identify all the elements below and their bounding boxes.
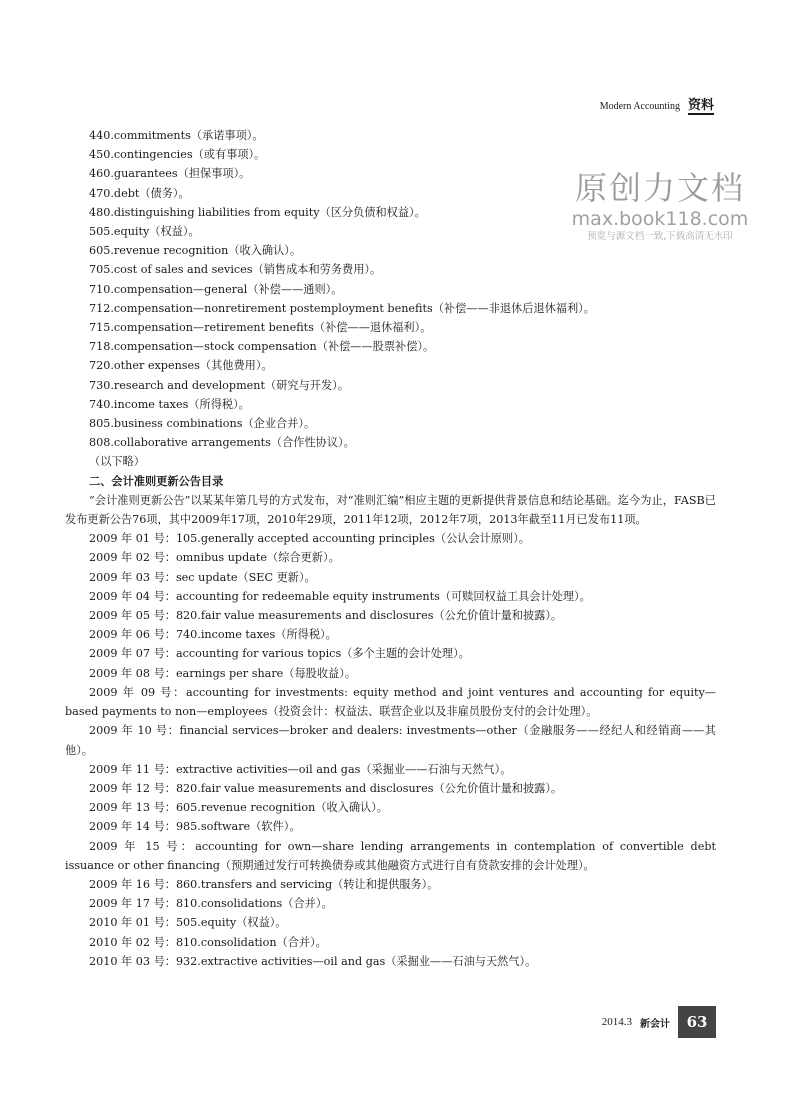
update-item: 2009 年 09 号：accounting for investments: equity method and joint ventures and accounting for equity—based payments to non—employees（投资会计：权益法、联营企业以及非雇员股份支付的会计处理）。 <box>65 685 716 719</box>
update-item: 2009 年 10 号：financial services—broker and dealers: investments—other（金融服务——经纪人和经销商——其他）。 <box>65 724 716 757</box>
header-cn: 资料 <box>687 98 714 113</box>
watermark-note: 预览与源文档一致,下载高清无水印 <box>587 231 733 242</box>
topic-item: 720.other expenses（其他费用）。 <box>89 359 273 373</box>
update-item: 2009 年 17 号：810.consolidations（合并）。 <box>89 897 333 911</box>
update-item: 2010 年 02 号：810.consolidation（合并）。 <box>89 935 327 949</box>
update-item: 2010 年 03 号：932.extractive activities—oil and gas（采掘业——石油与天然气）。 <box>89 954 537 968</box>
magazine-name: 新会计 <box>640 1018 670 1030</box>
update-item: 2009 年 01 号：105.generally accepted accounting principles（公认会计原则）。 <box>89 532 530 546</box>
page-number: 63 <box>678 1006 716 1038</box>
article-body <box>65 126 716 971</box>
update-item: 2009 年 16 号：860.transfers and servicing（转让和提供服务）。 <box>89 877 439 891</box>
topic-item: 460.guarantees（担保事项）。 <box>89 167 251 181</box>
update-item: 2009 年 15 号：accounting for own—share lending arrangements in contemplation of convertible debt issuance or other financing（预期通过发行可转换债券或其他融资方式进行自有贷款安排的会计处理）。 <box>65 839 716 872</box>
topic-item: 480.distinguishing liabilities from equity（区分负债和权益）。 <box>89 205 426 219</box>
watermark-url: max.book118.com <box>571 208 749 230</box>
topic-item: 440.commitments（承诺事项）。 <box>89 129 264 142</box>
issue-date: 2014.3 <box>601 1016 632 1028</box>
topic-item: 605.revenue recognition（收入确认）。 <box>89 244 302 258</box>
section-title: 二、会计准则更新公告目录 <box>89 473 224 488</box>
topic-item: 730.research and development（研究与开发）。 <box>89 378 349 392</box>
topic-item: 450.contingencies（或有事项）。 <box>89 148 266 162</box>
update-item: 2009 年 07 号：accounting for various topics（多个主题的会计处理）。 <box>89 647 470 661</box>
page-footer <box>602 1006 716 1038</box>
watermark-title: 原创力文档 <box>574 169 745 207</box>
update-item: 2009 年 02 号：omnibus update（综合更新）。 <box>89 551 340 565</box>
update-item: 2009 年 08 号：earnings per share（每股收益）。 <box>89 666 357 680</box>
topic-item: 805.business combinations（企业合并）。 <box>89 417 316 431</box>
topic-item: 715.compensation—retirement benefits（补偿——退休福利）。 <box>89 321 432 335</box>
update-item: 2009 年 11 号：extractive activities—oil and gas（采掘业——石油与天然气）。 <box>89 762 512 776</box>
update-item: 2009 年 12 号：820.fair value measurements and disclosures（公允价值计量和披露）。 <box>89 781 563 795</box>
topic-item: 705.cost of sales and sevices（销售成本和劳务费用）。 <box>89 263 382 277</box>
topic-item: 808.collaborative arrangements（合作性协议）。 <box>89 436 355 450</box>
intro-paragraph: “会计准则更新公告”以某某年第几号的方式发布，对“准则汇编”相应主题的更新提供背景信息和结论基础。迄今为止，FASB已发布更新公告76项，其中2009年17项，2010年29项，2011年12项，2012年7项，2013年截至11月已发布11项。 <box>65 493 716 527</box>
topic-item: 740.income taxes（所得税）。 <box>89 397 250 411</box>
topic-item: 710.compensation—general（补偿——通则）。 <box>89 282 343 296</box>
update-item: 2009 年 05 号：820.fair value measurements and disclosures（公允价值计量和披露）。 <box>89 609 563 623</box>
update-item: 2009 年 06 号：740.income taxes（所得税）。 <box>89 628 337 642</box>
topic-item: 470.debt（债务）。 <box>89 186 190 200</box>
topic-item: 718.compensation—stock compensation（补偿——股票补偿）。 <box>89 340 435 354</box>
update-item: 2009 年 14 号：985.software（软件）。 <box>89 820 301 834</box>
topic-item: 712.compensation—nonretirement postemployment benefits（补偿——非退休后退休福利）。 <box>89 301 595 315</box>
update-item: 2009 年 04 号：accounting for redeemable equity instruments（可赎回权益工具会计处理）。 <box>89 589 591 603</box>
update-item: 2009 年 03 号：sec update（SEC 更新）。 <box>89 570 316 584</box>
topic-item: 505.equity（权益）。 <box>89 225 200 239</box>
page-header <box>600 98 714 115</box>
update-item: 2010 年 01 号：505.equity（权益）。 <box>89 916 287 930</box>
update-item: 2009 年 13 号：605.revenue recognition（收入确认）。 <box>89 801 388 815</box>
omitted-note: （以下略） <box>89 455 145 469</box>
header-en: Modern Accounting <box>599 101 680 112</box>
